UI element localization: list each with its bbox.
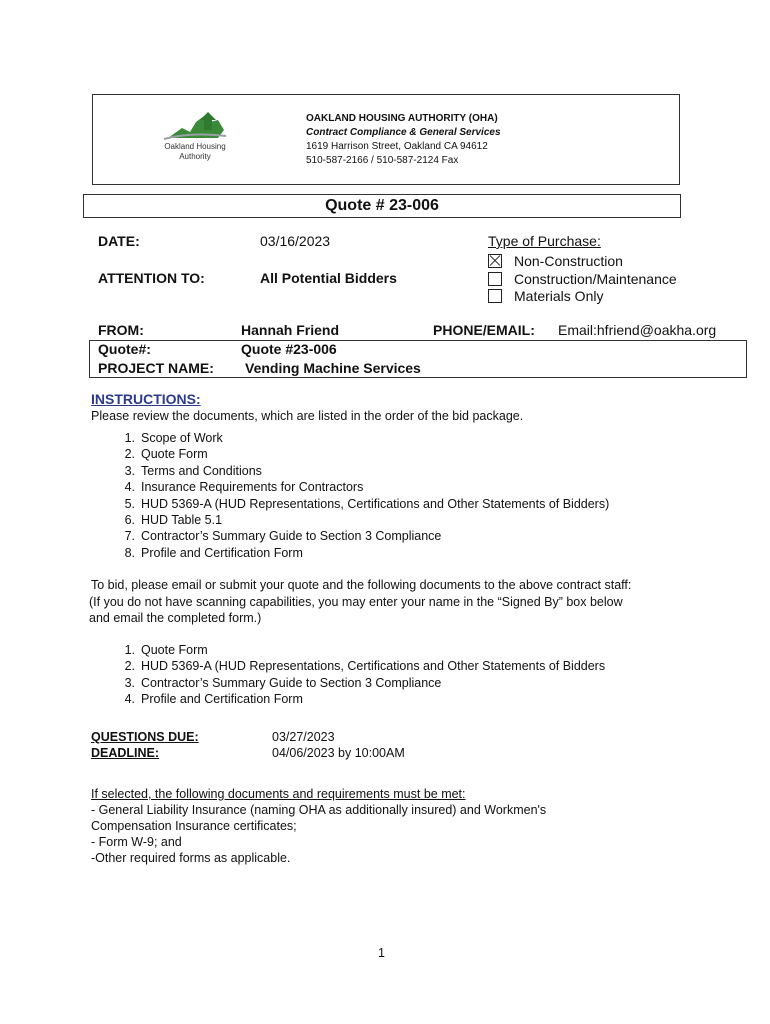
purchase-option-non-construction[interactable] (488, 252, 623, 269)
deadline-value: 04/06/2023 by 10:00AM (272, 746, 405, 760)
list-item: 5. HUD 5369-A (HUD Representations, Certifications and Other Statements of Bidders) (124, 496, 610, 511)
quote-number-value: Quote #23-006 (241, 341, 337, 357)
list-item: 4. Insurance Requirements for Contractors (124, 480, 364, 495)
quote-title: Quote # 23-006 (83, 194, 681, 218)
requirements-line1: - General Liability Insurance (naming OHA as additionally insured) and Workmen's (91, 803, 547, 817)
purchase-option-label: Construction/Maintenance (514, 270, 677, 287)
list-item: 2. Quote Form (124, 447, 208, 462)
submit-documents-list (115, 642, 605, 708)
requirements-title: If selected, the following documents and requirements must be met: (91, 787, 466, 801)
requirements-line4: -Other required forms as applicable. (91, 851, 291, 865)
page-number: 1 (378, 946, 385, 960)
attention-label: ATTENTION TO: (98, 270, 205, 286)
logo-caption-line1: Oakland Housing (164, 142, 226, 151)
instructions-intro: Please review the documents, which are listed in the order of the bid package. (91, 409, 524, 423)
list-item: 6. HUD Table 5.1 (124, 513, 223, 528)
from-label: FROM: (98, 322, 144, 338)
logo-caption (150, 142, 240, 162)
org-address: 1619 Harrison Street, Oakland CA 94612 (306, 141, 488, 152)
deadline-label: DEADLINE: (91, 746, 160, 760)
requirements-line2: Compensation Insurance certificates; (91, 819, 297, 833)
purchase-option-label: Non-Construction (514, 252, 623, 269)
questions-due-value: 03/27/2023 (272, 730, 335, 744)
submit-instructions-line3: and email the completed form.) (89, 611, 262, 625)
purchase-option-materials[interactable] (488, 287, 603, 304)
list-item: 2. HUD 5369-A (HUD Representations, Certifications and Other Statements of Bidders (124, 659, 606, 674)
logo-caption-line2: Authority (179, 152, 211, 161)
questions-due-label: QUESTIONS DUE: (91, 730, 199, 744)
purchase-type-title: Type of Purchase: (488, 233, 601, 249)
list-item: 8. Profile and Certification Form (124, 545, 303, 560)
date-label: DATE: (98, 233, 140, 249)
list-item: 3. Terms and Conditions (124, 463, 262, 478)
purchase-option-label: Materials Only (514, 287, 604, 304)
list-item: 1. Quote Form (124, 643, 208, 657)
phone-value: Email:hfriend@oakha.org (558, 322, 717, 338)
submit-instructions-line2: (If you do not have scanning capabilities, you may enter your name in the “Signed By” box below (89, 595, 623, 609)
org-dept: Contract Compliance & General Services (306, 127, 501, 138)
phone-label: PHONE/EMAIL: (433, 322, 535, 338)
list-item: 3. Contractor’s Summary Guide to Section 3 Compliance (124, 675, 442, 690)
instructions-title: INSTRUCTIONS: (91, 391, 201, 407)
bid-package-list (115, 430, 609, 561)
checkbox-icon[interactable] (488, 272, 502, 286)
checkbox-icon[interactable] (488, 289, 502, 303)
from-value: Hannah Friend (241, 322, 340, 338)
list-item: 7. Contractor’s Summary Guide to Section 3 Compliance (124, 529, 442, 544)
list-item: 4. Profile and Certification Form (124, 692, 303, 707)
org-name: OAKLAND HOUSING AUTHORITY (OHA) (306, 113, 498, 124)
attention-value: All Potential Bidders (260, 270, 397, 286)
requirements-line3: - Form W-9; and (91, 835, 182, 849)
project-name-label: PROJECT NAME: (98, 360, 214, 376)
list-item: 1. Scope of Work (124, 431, 223, 445)
org-info (306, 112, 501, 168)
purchase-option-construction[interactable] (488, 270, 677, 287)
project-name-value: Vending Machine Services (245, 360, 421, 376)
checkbox-checked-icon[interactable] (488, 254, 502, 268)
org-phone: 510-587-2166 / 510-587-2124 Fax (306, 155, 459, 166)
submit-instructions-line1: To bid, please email or submit your quote and the following documents to the above contract staff: (91, 578, 632, 592)
date-value: 03/16/2023 (260, 233, 331, 249)
quote-number-label: Quote#: (98, 341, 151, 357)
